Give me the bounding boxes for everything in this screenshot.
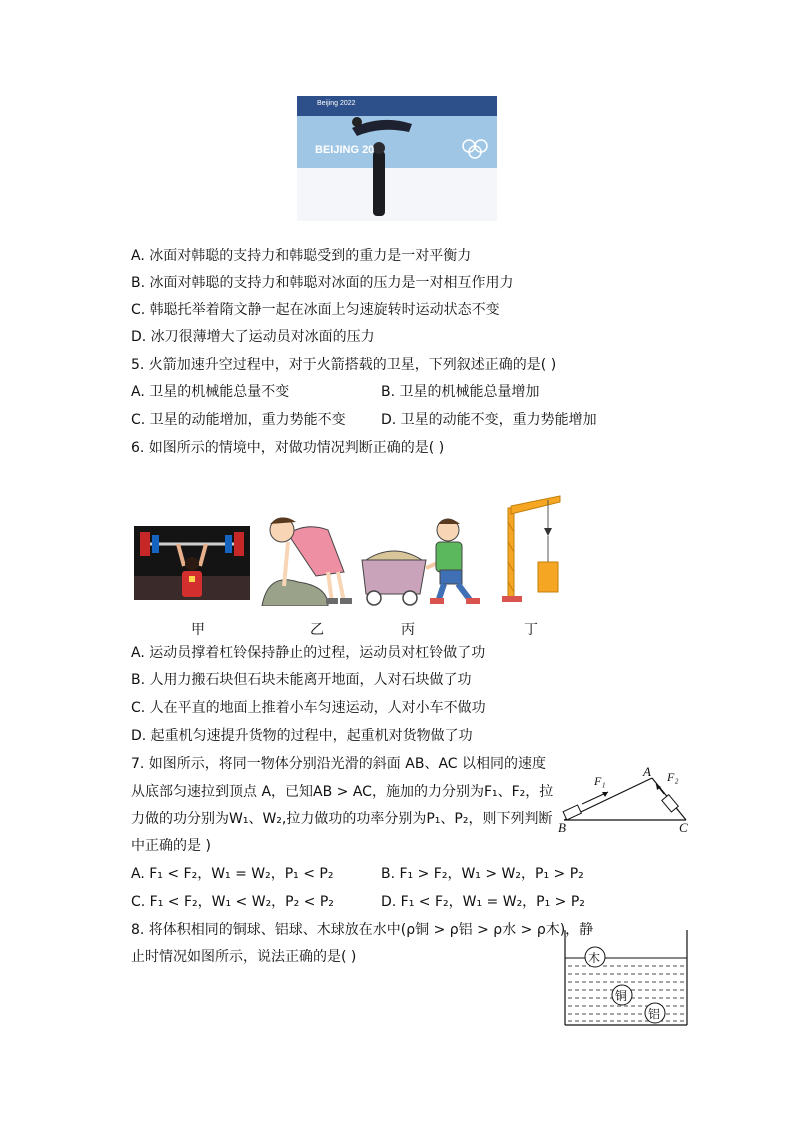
q6-option-d: D. 起重机匀速提升货物的过程中，起重机对货物做了功: [131, 728, 473, 744]
weightlifter-illustration: [134, 526, 250, 600]
weightlifter-photo: [134, 526, 250, 600]
q6-stem: 6. 如图所示的情境中，对做功情况判断正确的是( ): [131, 440, 445, 456]
q7-option-d: D. F₁ < F₂，W₁ = W₂，P₁ > P₂: [381, 894, 585, 910]
q6-label-yi: 乙: [310, 622, 324, 638]
q7-point-c: C: [679, 820, 688, 835]
q7-stem-line-4: 中正确的是 ): [131, 838, 211, 854]
q7-option-c: C. F₁ < F₂，W₁ < W₂，P₂ < P₂: [131, 894, 334, 910]
q7-force-f1: F₁: [594, 774, 606, 788]
q6-option-b: B. 人用力搬石块但石块未能离开地面，人对石块做了功: [131, 672, 472, 688]
q7-option-b: B. F₁ > F₂，W₁ > W₂，P₁ > P₂: [381, 866, 584, 882]
q6-option-a: A. 运动员撑着杠铃保持静止的过程，运动员对杠铃做了功: [131, 645, 486, 661]
q5-stem: 5. 火箭加速升空过程中，对于火箭搭载的卫星，下列叙述正确的是( ): [131, 357, 557, 373]
q6-label-ding: 丁: [524, 622, 538, 638]
q6-label-jia: 甲: [191, 622, 205, 638]
woman-lifting-stone-cartoon: [258, 512, 354, 606]
q4-option-b: B. 冰面对韩聪的支持力和韩聪对冰面的压力是一对相互作用力: [131, 275, 514, 291]
figure-skating-photo: [297, 96, 497, 221]
q7-point-a: A: [643, 764, 651, 779]
q6-option-c: C. 人在平直的地面上推着小车匀速运动，人对小车不做功: [131, 700, 486, 716]
q5-option-a: A. 卫星的机械能总量不变: [131, 384, 290, 400]
q7-force-f2: F₂: [667, 770, 679, 784]
q4-option-c: C. 韩聪托举着隋文静一起在冰面上匀速旋转时运动状态不变: [131, 302, 500, 318]
q7-stem-line-1: 7. 如图所示，将同一物体分别沿光滑的斜面 AB、AC 以相同的速度: [131, 756, 546, 772]
photo-banner-text: BEIJING 20: [315, 144, 375, 156]
aluminum-ball-label: 铝: [648, 1007, 661, 1021]
q7-stem-line-2: 从底部匀速拉到顶点 A，已知AB > AC，施加的力分别为F₁、F₂，拉: [131, 784, 554, 800]
q7-point-b: B: [558, 820, 566, 835]
q6-label-bing: 丙: [401, 622, 415, 638]
q4-option-d: D. 冰刀很薄增大了运动员对冰面的压力: [131, 329, 375, 345]
photo-logo-text: Beijing 2022: [317, 100, 356, 107]
q5-option-c: C. 卫星的动能增加，重力势能不变: [131, 412, 346, 428]
q7-option-a: A. F₁ < F₂，W₁ = W₂，P₁ < P₂: [131, 866, 334, 882]
q8-stem-line-2: 止时情况如图所示，说法正确的是( ): [131, 949, 357, 965]
q8-stem-line-1: 8. 将体积相同的铜球、铝球、木球放在水中(ρ铜 > ρ铝 > ρ水 > ρ木)，静: [131, 922, 594, 938]
crane-lifting-cargo-drawing: [494, 492, 566, 604]
copper-ball-label: 铜: [615, 989, 628, 1003]
water-container-diagram: [562, 928, 692, 1028]
boy-pushing-cart-cartoon: [356, 512, 492, 606]
q7-stem-line-3: 力做的功分别为W₁、W₂,拉力做功的功率分别为P₁、P₂，则下列判断: [131, 811, 553, 827]
q4-option-a: A. 冰面对韩聪的支持力和韩聪受到的重力是一对平衡力: [131, 248, 472, 264]
wood-ball-label: 木: [588, 951, 601, 965]
q5-option-d: D. 卫星的动能不变，重力势能增加: [381, 412, 597, 428]
figure-skating-illustration: [297, 96, 497, 221]
q5-option-b: B. 卫星的机械能总量增加: [381, 384, 540, 400]
